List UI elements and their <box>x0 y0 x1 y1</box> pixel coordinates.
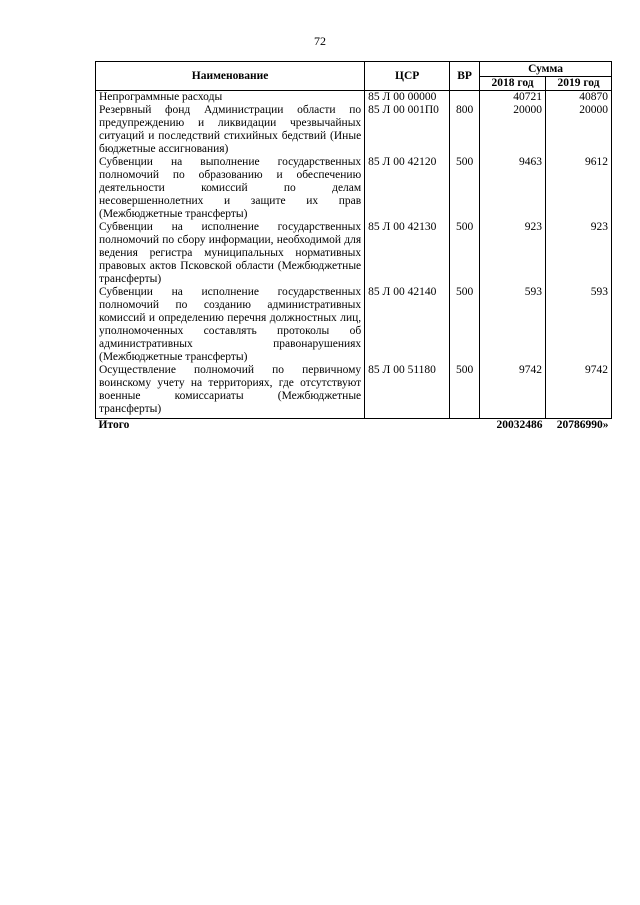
row-csr: 85 Л 00 51180 <box>365 364 450 419</box>
table-row <box>96 156 612 221</box>
row-vr: 500 <box>450 364 480 419</box>
row-vr: 800 <box>450 104 480 156</box>
row-2018: 40721 <box>480 91 546 105</box>
row-2019: 20000 <box>546 104 612 156</box>
table-row <box>96 286 612 364</box>
row-2018: 923 <box>480 221 546 286</box>
row-vr: 500 <box>450 156 480 221</box>
header-name: Наименование <box>96 62 365 91</box>
table-row <box>96 91 612 105</box>
row-name: Субвенции на выполнение государственных полномочий по образованию и обеспечению деятельности комиссий по делам несовершеннолетних и защите их прав (Межбюджетные трансферты) <box>96 156 365 221</box>
row-name: Резервный фонд Администрации области по предупреждению и ликвидации чрезвычайных ситуаций и последствий стихийных бедствий (Иные бюджетные ассигнования) <box>96 104 365 156</box>
header-year-2019: 2019 год <box>546 77 612 91</box>
row-name: Осуществление полномочий по первичному воинскому учету на территориях, где отсутствуют военные комиссариаты (Межбюджетные трансферты) <box>96 364 365 419</box>
total-2019: 20786990» <box>556 419 609 431</box>
row-2018: 593 <box>480 286 546 364</box>
header-sum: Сумма <box>480 62 612 77</box>
table-row <box>96 221 612 286</box>
table-row <box>96 364 612 419</box>
row-csr: 85 Л 00 001П0 <box>365 104 450 156</box>
row-2019: 40870 <box>546 91 612 105</box>
row-name: Непрограммные расходы <box>96 91 365 105</box>
table-row <box>96 104 612 156</box>
row-2018: 9742 <box>480 364 546 419</box>
row-csr: 85 Л 00 42120 <box>365 156 450 221</box>
total-label: Итого <box>98 419 130 431</box>
budget-table <box>95 61 612 432</box>
row-2018: 9463 <box>480 156 546 221</box>
row-csr: 85 Л 00 00000 <box>365 91 450 105</box>
page-number: 72 <box>314 34 326 48</box>
row-csr: 85 Л 00 42130 <box>365 221 450 286</box>
row-vr <box>450 91 480 105</box>
table-body <box>96 91 612 433</box>
total-2018: 20032486 <box>496 419 543 431</box>
row-2018: 20000 <box>480 104 546 156</box>
row-vr: 500 <box>450 221 480 286</box>
header-vr: ВР <box>450 62 480 91</box>
row-2019: 9742 <box>546 364 612 419</box>
row-2019: 923 <box>546 221 612 286</box>
row-vr: 500 <box>450 286 480 364</box>
row-name: Субвенции на исполнение государственных полномочий по созданию административных комиссий и определению перечня должностных лиц, уполномоченных составлять протоколы об административных правонарушениях (Межбюджетные трансферты) <box>96 286 365 364</box>
row-2019: 593 <box>546 286 612 364</box>
row-csr: 85 Л 00 42140 <box>365 286 450 364</box>
table-header <box>96 62 612 91</box>
total-row <box>96 419 612 433</box>
header-csr: ЦСР <box>365 62 450 91</box>
header-year-2018: 2018 год <box>480 77 546 91</box>
row-name: Субвенции на исполнение государственных полномочий по сбору информации, необходимой для ведения регистра муниципальных нормативных правовых актов Псковской области (Межбюджетные трансферты) <box>96 221 365 286</box>
row-2019: 9612 <box>546 156 612 221</box>
